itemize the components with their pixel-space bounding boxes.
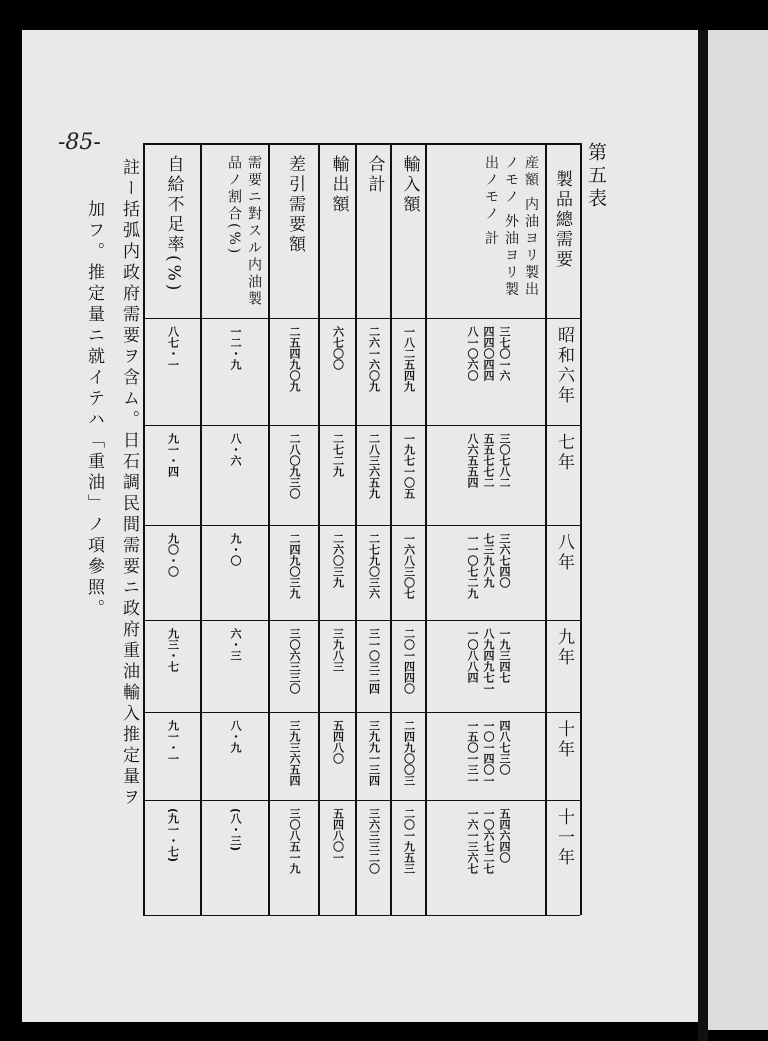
table-cell: 九〇・〇 — [166, 533, 180, 577]
table-cell: 五四六四〇 一〇六七二七 一六一三六七 — [466, 808, 511, 874]
table-cell: 一九三四七 八九四九七一 一〇八八四 — [466, 628, 511, 694]
table-cell: 五四八〇 — [331, 720, 345, 764]
year-label: 十年 — [554, 720, 574, 760]
table-cell: 五四八〇一 — [331, 808, 345, 863]
table-cell: 二五四九〇九 — [288, 326, 301, 392]
table-cell: 二七九〇三六 — [367, 533, 381, 599]
table-cell: 二〇一四四〇 — [402, 628, 416, 694]
table-top-rule — [143, 143, 580, 145]
table-cell: (九一・七) — [166, 808, 180, 863]
table-title: 第五表 — [585, 142, 607, 211]
table-cell: (八・三) — [229, 808, 242, 852]
table-cell: 六・三 — [229, 628, 242, 661]
row-rule — [143, 425, 580, 426]
table-cell: 三一〇三二四 — [367, 628, 381, 694]
table-cell: 八・六 — [229, 433, 242, 466]
year-label: 八年 — [554, 533, 574, 573]
year-label: 九年 — [554, 628, 574, 668]
table-cell: 二六〇三九 — [331, 533, 345, 588]
table-cell: 八・九 — [229, 720, 242, 753]
row-rule — [143, 620, 580, 621]
row-label: 需要ニ對スル内油製品ノ割合(%) — [226, 155, 262, 308]
year-label: 昭和六年 — [554, 326, 574, 406]
table-cell: 一九七一〇五 — [402, 433, 416, 499]
row-label: 合計 — [364, 155, 385, 195]
page-binding — [698, 30, 708, 1041]
table-cell: 二六一六〇九 — [367, 326, 381, 392]
note-line-2: 加フ。推定量ニ就イテハ「重油」ノ項參照。 — [84, 200, 104, 620]
year-label: 十一年 — [554, 808, 574, 868]
table-cell: 三〇六三三〇 — [288, 628, 301, 694]
header-product-demand: 製品總需要 — [552, 170, 572, 270]
table-cell: 八七・一 — [166, 326, 180, 370]
row-rule — [143, 915, 580, 916]
table-cell: 九・〇 — [229, 533, 242, 566]
table-cell: 一六八三〇七 — [402, 533, 416, 599]
table-cell: 九一・一 — [166, 720, 180, 764]
table-cell: 三六七四〇 七三九八九 一一〇七二九 — [466, 533, 511, 599]
note-line-1: 註ー括弧内政府需要ヲ含ム。日石調民間需要ニ政府重油輸入推定量ヲ — [119, 158, 139, 809]
year-label: 七年 — [554, 433, 574, 473]
table-cell: 三〇八五一九 — [288, 808, 301, 874]
table-cell: 九三・七 — [166, 628, 180, 672]
row-label: 輸入額 — [399, 155, 420, 215]
table-cell: 二八〇九三〇 — [288, 433, 301, 499]
table-cell: 三九三六五四 — [288, 720, 301, 786]
table-cell: 一二・九 — [229, 326, 242, 370]
page-number: -85- — [58, 130, 101, 155]
table-cell: 三六三三二〇 — [367, 808, 381, 874]
row-rule — [143, 800, 580, 801]
row-label: 差引需要額 — [285, 155, 305, 255]
adjacent-page-edge — [708, 30, 768, 1030]
table-cell: 三七〇一六 四四〇四四 八一〇六〇 — [466, 326, 511, 381]
table-cell: 一八二五四九 — [402, 326, 416, 392]
table-cell: 二四九〇三九 — [288, 533, 301, 599]
table-cell: 六七〇〇 — [331, 326, 345, 370]
table-cell: 二〇一九五三 — [402, 808, 416, 874]
row-rule — [143, 712, 580, 713]
row-rule — [143, 525, 580, 526]
table-cell: 三〇七八二 五五七七二 八六五五四 — [466, 433, 511, 488]
row-label: 自給不足率(%) — [163, 155, 184, 294]
column-rule — [580, 143, 582, 915]
table-cell: 二七二九 — [331, 433, 345, 477]
table-cell: 九一・四 — [166, 433, 180, 477]
table-cell: 二四九〇〇三 — [402, 720, 416, 786]
table-cell: 二八三六五九 — [367, 433, 381, 499]
row-label: 産額 内油ヨリ製出ノモノ 外油ヨリ製出ノモノ 計 — [483, 155, 539, 299]
table-cell: 三九九一三四 — [367, 720, 381, 786]
table-cell: 三九八三 — [331, 628, 345, 672]
row-rule — [143, 318, 580, 319]
row-label: 輸出額 — [328, 155, 349, 215]
table-cell: 四八七三〇 一〇一四〇一 一五〇一三一 — [466, 720, 511, 786]
